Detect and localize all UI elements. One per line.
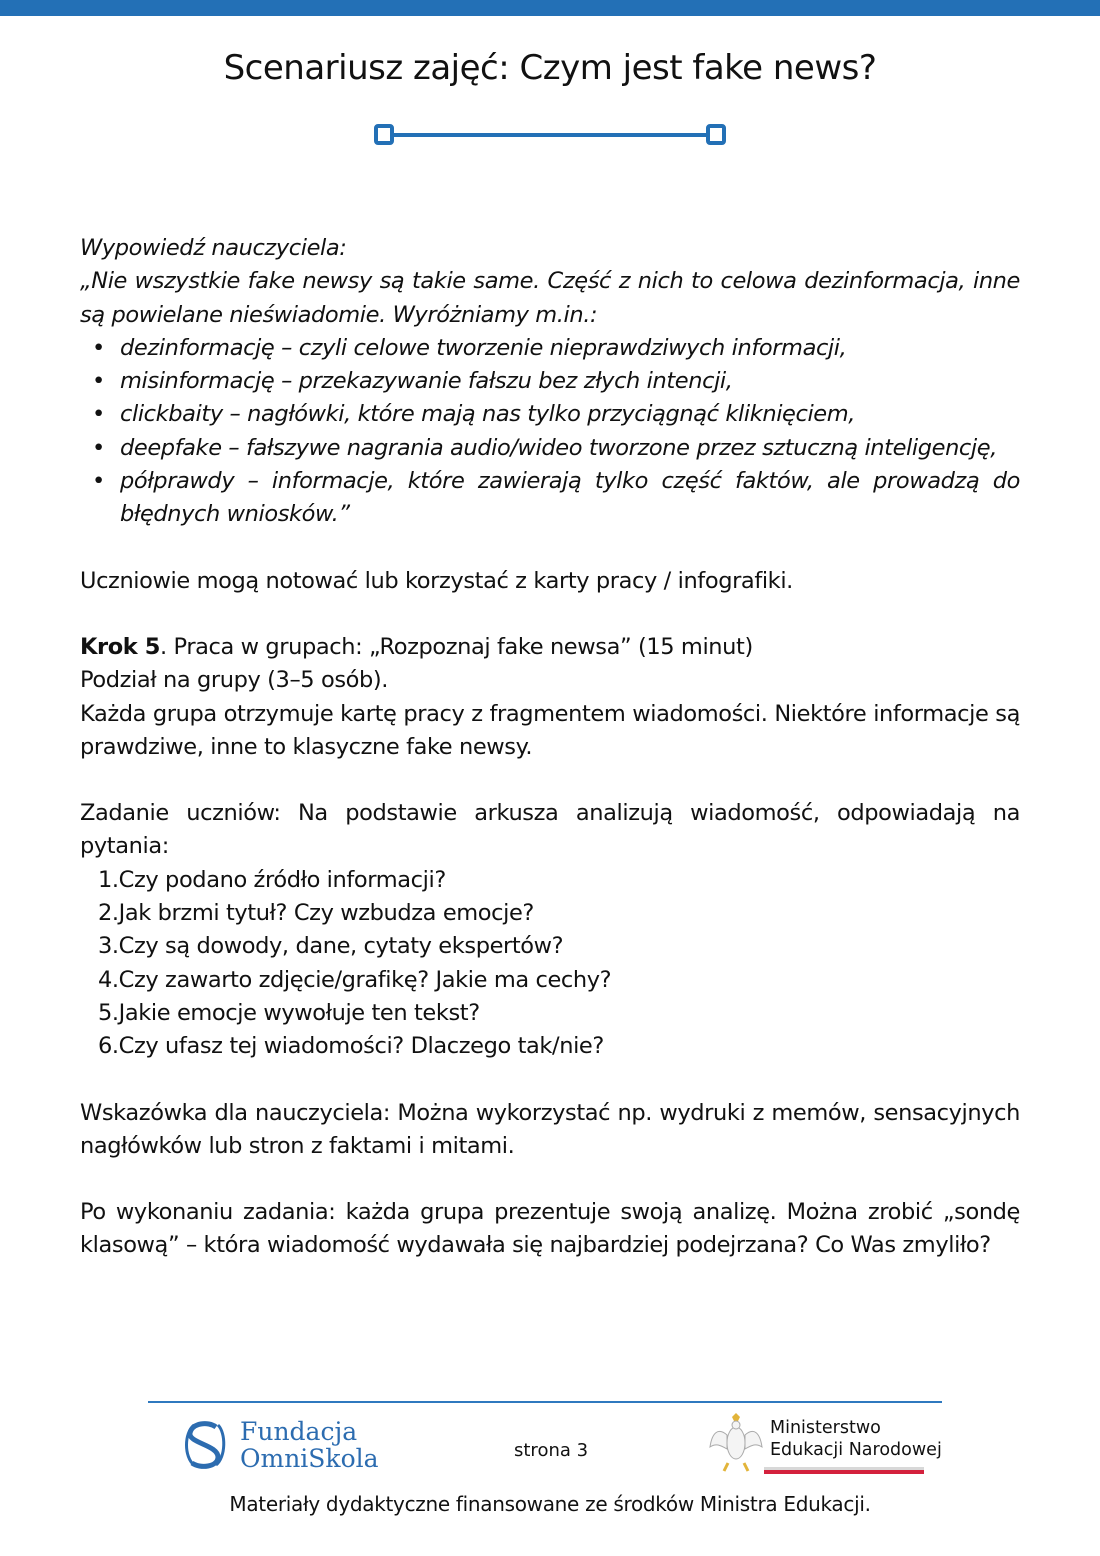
- list-item: [98, 997, 1020, 1030]
- funding-note: Materiały dydaktyczne finansowane ze środków Ministra Edukacji.: [229, 1492, 871, 1516]
- list-item: • deepfake – fałszywe nagrania audio/wideo tworzone przez sztuczną inteligencję,: [120, 432, 1020, 465]
- title-divider-icon: [372, 124, 728, 146]
- list-item: • clickbaity – nagłówki, które mają nas tylko przyciągnąć kliknięciem,: [120, 398, 1020, 431]
- question-text: Czy podano źródło informacji?: [118, 866, 446, 893]
- question-number: 1.: [98, 866, 119, 893]
- page-number: strona 3: [514, 1440, 589, 1461]
- list-item: [98, 930, 1020, 963]
- question-text: Czy zawarto zdjęcie/grafikę? Jakie ma cechy?: [118, 966, 612, 993]
- teacher-hint: Wskazówka dla nauczyciela: Można wykorzystać np. wydruki z memów, sensacyjnych nagłówków lub stron z faktami i mitami.: [80, 1099, 1020, 1159]
- list-item: [98, 897, 1020, 930]
- question-number: 3.: [98, 933, 119, 960]
- top-accent-bar: [0, 0, 1100, 16]
- foundation-name-line1: Fundacja: [240, 1417, 358, 1446]
- omniskola-logo: [180, 1418, 379, 1472]
- teacher-speech-label: Wypowiedź nauczyciela:: [80, 235, 347, 261]
- list-item: [98, 864, 1020, 897]
- step5-groups: Podział na grupy (3–5 osób).: [80, 667, 389, 694]
- question-text: Jakie emocje wywołuje ten tekst?: [118, 999, 480, 1026]
- question-text: Czy ufasz tej wiadomości? Dlaczego tak/nie?: [118, 1033, 604, 1060]
- page-title: Scenariusz zajęć: Czym jest fake news?: [223, 48, 877, 88]
- task-intro: Zadanie uczniów: Na podstawie arkusza analizują wiadomość, odpowiadają na pytania:: [80, 800, 1020, 860]
- ministry-logo: [708, 1413, 942, 1475]
- question-text: Jak brzmi tytuł? Czy wzbudza emocje?: [118, 900, 534, 927]
- step5-description: Każda grupa otrzymuje kartę pracy z fragmentem wiadomości. Niektóre informacje są prawdziwe, inne to klasyczne fake newsy.: [80, 700, 1020, 760]
- after-task-text: Po wykonaniu zadania: każda grupa prezentuje swoją analizę. Można zrobić „sondę klasową” – która wiadomość wydawała się najbardziej podejrzana? Co Was zmyliło?: [80, 1199, 1020, 1259]
- eagle-emblem-icon: [708, 1413, 764, 1475]
- notes-text: Uczniowie mogą notować lub korzystać z karty pracy / infografiki.: [80, 567, 793, 594]
- teacher-speech-intro: „Nie wszystkie fake newsy są takie same. Część z nich to celowa dezinformacja, inne są powielane nieświadomie. Wyróżniamy m.in.:: [80, 268, 1020, 328]
- step5-heading: [80, 631, 1020, 664]
- footer-divider: [148, 1401, 942, 1403]
- list-item: • półprawdy – informacje, które zawierają tylko część faktów, ale prowadzą do błędnych wniosków.”: [120, 465, 1020, 532]
- task-questions-list: [80, 864, 1020, 1064]
- step5-label: Krok 5: [80, 633, 161, 660]
- ministry-name-line2: Edukacji Narodowej: [770, 1440, 942, 1460]
- question-text: Czy są dowody, dane, cytaty ekspertów?: [118, 933, 564, 960]
- question-number: 2.: [98, 900, 119, 927]
- polish-flag-stripe: [764, 1467, 924, 1474]
- question-number: 6.: [98, 1033, 119, 1060]
- fake-news-types-list: [80, 332, 1020, 532]
- foundation-name-line2: OmniSkola: [240, 1444, 379, 1473]
- lesson-content: [80, 232, 1020, 1263]
- step5-title: . Praca w grupach: „Rozpoznaj fake newsa” (15 minut): [160, 633, 753, 660]
- omniskola-s-icon: [180, 1419, 230, 1471]
- teacher-speech: [80, 232, 1020, 532]
- list-item: [98, 964, 1020, 997]
- question-number: 4.: [98, 966, 119, 993]
- ministry-name-line1: Ministerstwo: [770, 1418, 881, 1438]
- question-number: 5.: [98, 999, 119, 1026]
- list-item: [98, 1030, 1020, 1063]
- list-item: • misinformację – przekazywanie fałszu bez złych intencji,: [120, 365, 1020, 398]
- list-item: • dezinformację – czyli celowe tworzenie nieprawdziwych informacji,: [120, 332, 1020, 365]
